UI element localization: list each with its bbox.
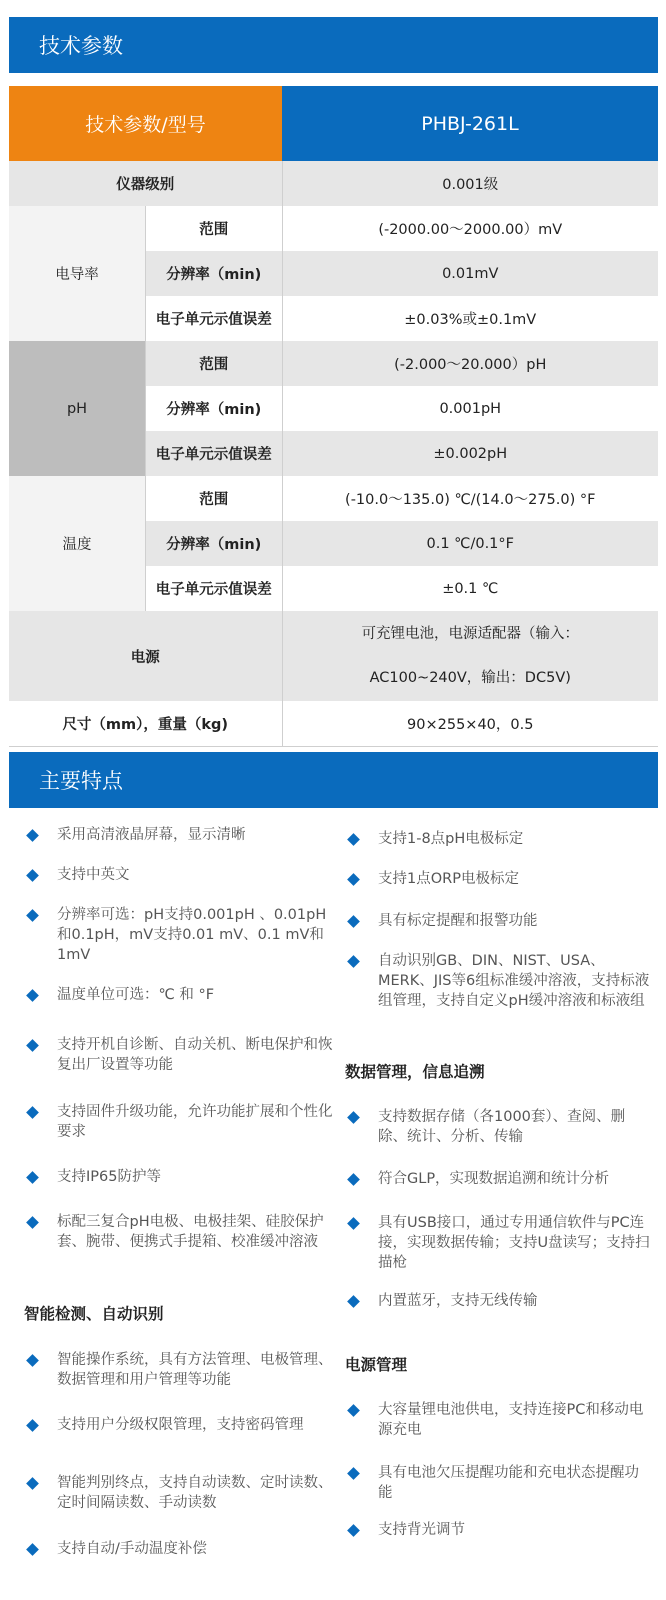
diamond-bullet-icon	[347, 1217, 360, 1230]
power-value-line-2: AC100~240V，输出：DC5V)	[369, 670, 571, 686]
feature-item	[345, 1520, 465, 1540]
feature-item	[24, 1102, 334, 1142]
feature-text: 支持用户分级权限管理，支持密码管理	[57, 1417, 304, 1433]
diamond-bullet-icon	[26, 1106, 39, 1119]
feature-text: 支持中英文	[57, 867, 130, 883]
temp-resolution-label: 分辨率（min)	[146, 521, 283, 566]
feature-item	[345, 1107, 650, 1147]
diamond-bullet-icon	[347, 1173, 360, 1186]
spec-header-model: PHBJ-261L	[282, 86, 658, 161]
feature-text: 支持背光调节	[378, 1522, 465, 1538]
specs-section-header	[9, 17, 658, 73]
cond-resolution-value: 0.01mV	[282, 251, 658, 296]
diamond-bullet-icon	[347, 1404, 360, 1417]
ph-label: pH	[9, 341, 146, 476]
power-value-line-1: 可充锂电池，电源适配器（输入：	[361, 626, 579, 642]
feature-item	[24, 825, 246, 845]
features-section-title: 主要特点	[39, 769, 123, 793]
feature-text: 温度单位可选：℃ 和 °F	[57, 987, 215, 1003]
conductivity-label: 电导率	[9, 206, 146, 341]
feature-text: 符合GLP，实现数据追溯和统计分析	[378, 1171, 610, 1187]
diamond-bullet-icon	[347, 1295, 360, 1308]
spec-table-header-row	[9, 86, 658, 161]
specs-section-title: 技术参数	[39, 34, 123, 58]
feature-text: 智能判别终点，支持自动读数、定时读数、定时间隔读数、手动读数	[57, 1475, 333, 1511]
feature-text: 具有USB接口，通过专用通信软件与PC连接，实现数据传输；支持U盘读写；支持扫描枪	[378, 1215, 650, 1271]
ph-error-value: ±0.002pH	[282, 431, 658, 476]
diamond-bullet-icon	[26, 909, 39, 922]
spec-table	[9, 86, 658, 747]
diamond-bullet-icon	[26, 1543, 39, 1556]
cond-error-label: 电子单元示值误差	[146, 296, 283, 341]
spec-row-size	[9, 701, 658, 747]
diamond-bullet-icon	[347, 955, 360, 968]
smart-detection-heading: 智能检测、自动识别	[24, 1305, 164, 1323]
feature-item	[24, 985, 214, 1005]
diamond-bullet-icon	[26, 869, 39, 882]
diamond-bullet-icon	[26, 1171, 39, 1184]
spec-row-power	[9, 611, 658, 701]
temp-resolution-value: 0.1 ℃/0.1°F	[282, 521, 658, 566]
diamond-bullet-icon	[347, 1524, 360, 1537]
feature-text: 支持自动/手动温度补偿	[57, 1541, 207, 1557]
diamond-bullet-icon	[347, 833, 360, 846]
feature-text: 自动识别GB、DIN、NIST、USA、MERK、JIS等6组标准缓冲溶液，支持标液组管理，支持自定义pH缓冲溶液和标液组	[378, 953, 650, 1009]
feature-text: 智能操作系统，具有方法管理、电极管理、数据管理和用户管理等功能	[57, 1352, 333, 1388]
ph-resolution-value: 0.001pH	[282, 386, 658, 431]
temp-error-value: ±0.1 ℃	[282, 566, 658, 611]
diamond-bullet-icon	[26, 1419, 39, 1432]
power-value	[282, 611, 658, 701]
feature-item	[345, 1400, 650, 1440]
feature-item	[345, 829, 523, 849]
diamond-bullet-icon	[347, 1467, 360, 1480]
feature-text: 支持数据存储（各1000套）、查阅、删除、统计、分析、传输	[378, 1109, 626, 1145]
feature-item	[345, 1213, 650, 1273]
cond-range-label: 范围	[146, 206, 283, 251]
temp-error-label: 电子单元示值误差	[146, 566, 283, 611]
feature-text: 支持1-8点pH电极标定	[378, 831, 524, 847]
feature-item	[345, 951, 650, 1011]
feature-item	[24, 1415, 304, 1435]
feature-item	[345, 1291, 538, 1311]
feature-item	[345, 1169, 609, 1189]
feature-text: 具有标定提醒和报警功能	[378, 913, 538, 929]
level-value: 0.001级	[282, 161, 658, 206]
temp-range-value: (-10.0～135.0) ℃/(14.0～275.0) °F	[282, 476, 658, 521]
diamond-bullet-icon	[26, 1354, 39, 1367]
feature-text: 内置蓝牙，支持无线传输	[378, 1293, 538, 1309]
features-section-header	[9, 752, 658, 808]
spec-row-cond-range	[9, 206, 658, 251]
temp-range-label: 范围	[146, 476, 283, 521]
ph-range-value: (-2.000～20.000）pH	[282, 341, 658, 386]
ph-range-label: 范围	[146, 341, 283, 386]
spec-header-label: 技术参数/型号	[9, 86, 282, 161]
feature-text: 采用高清液晶屏幕，显示清晰	[57, 827, 246, 843]
diamond-bullet-icon	[26, 1216, 39, 1229]
cond-resolution-label: 分辨率（min)	[146, 251, 283, 296]
feature-text: 分辨率可选：pH支持0.001pH 、0.01pH和0.1pH，mV支持0.01 mV、0.1 mV和1mV	[57, 907, 327, 963]
cond-range-value: (-2000.00～2000.00）mV	[282, 206, 658, 251]
feature-item	[24, 1473, 334, 1513]
feature-item	[24, 905, 334, 965]
feature-text: 支持1点ORP电极标定	[378, 871, 519, 887]
feature-item	[345, 1463, 650, 1503]
feature-text: 大容量锂电池供电，支持连接PC和移动电源充电	[378, 1402, 644, 1438]
ph-resolution-label: 分辨率（min)	[146, 386, 283, 431]
temperature-label: 温度	[9, 476, 146, 611]
spec-row-ph-range	[9, 341, 658, 386]
spec-row-level	[9, 161, 658, 206]
cond-error-value: ±0.03%或±0.1mV	[282, 296, 658, 341]
feature-text: 具有电池欠压提醒功能和充电状态提醒功能	[378, 1465, 639, 1501]
ph-error-label: 电子单元示值误差	[146, 431, 283, 476]
level-label: 仪器级别	[9, 161, 282, 206]
diamond-bullet-icon	[347, 915, 360, 928]
size-label: 尺寸（mm），重量（kg)	[9, 701, 282, 747]
power-label: 电源	[9, 611, 282, 701]
feature-item	[24, 1212, 334, 1252]
feature-item	[24, 1350, 334, 1390]
feature-text: 支持固件升级功能，允许功能扩展和个性化要求	[57, 1104, 333, 1140]
feature-item	[24, 1539, 207, 1559]
diamond-bullet-icon	[347, 1111, 360, 1124]
feature-text: 支持IP65防护等	[57, 1169, 161, 1185]
feature-text: 标配三复合pH电极、电极挂架、硅胶保护套、腕带、便携式手提箱、校准缓冲溶液	[57, 1214, 324, 1250]
feature-item	[24, 865, 130, 885]
power-management-heading: 电源管理	[345, 1356, 408, 1374]
diamond-bullet-icon	[26, 1039, 39, 1052]
feature-item	[24, 1035, 334, 1075]
diamond-bullet-icon	[26, 1477, 39, 1490]
data-management-heading: 数据管理，信息追溯	[345, 1063, 485, 1081]
diamond-bullet-icon	[347, 873, 360, 886]
diamond-bullet-icon	[26, 829, 39, 842]
size-value: 90×255×40，0.5	[282, 701, 658, 747]
feature-item	[24, 1167, 161, 1187]
feature-item	[345, 869, 519, 889]
spec-row-temp-range	[9, 476, 658, 521]
diamond-bullet-icon	[26, 989, 39, 1002]
feature-text: 支持开机自诊断、自动关机、断电保护和恢复出厂设置等功能	[57, 1037, 333, 1073]
feature-item	[345, 911, 538, 931]
